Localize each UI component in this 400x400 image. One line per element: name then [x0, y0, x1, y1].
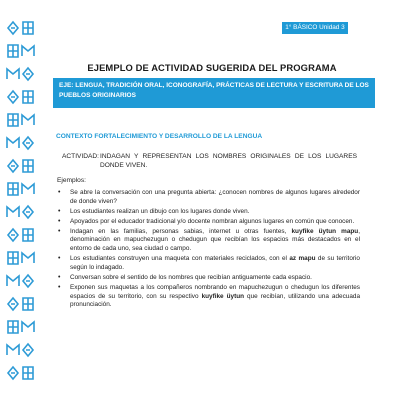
border-motif: [23, 298, 33, 310]
border-motif: [22, 184, 34, 194]
activity-text: INDAGAN Y REPRESENTAN LOS NOMBRES ORIGINALES DE LOS LUGARES DONDE VIVEN.: [100, 153, 357, 169]
border-motif: [23, 22, 33, 34]
list-item: • Exponen sus maquetas a los compañeros nombrando en mapuchezugun o chedugun los diferentes espacios de su territorio, con su respectivo kuyfike üytun que recibían, utilizando una adecuada pronunciación.: [58, 284, 360, 310]
border-motif: [23, 229, 33, 241]
border-motif: [7, 207, 19, 217]
section-heading: CONTEXTO FORTALECIMIENTO Y DESARROLLO DE LA LENGUA: [56, 133, 263, 140]
list-item: • Apoyados por el educador tradicional y/o docente nombran algunos lugares en común que conocen.: [58, 218, 360, 227]
border-motif: [8, 367, 18, 379]
border-motif: [23, 206, 33, 218]
border-motif: [8, 91, 18, 103]
axis-box: [53, 78, 375, 108]
decorative-border-pattern: [6, 18, 36, 390]
activity-block: [62, 153, 357, 170]
list-item: • Los estudiantes construyen una maqueta con materiales reciclados, con el az mapu de su territorio según lo indagado.: [58, 255, 360, 272]
grade-unit-badge: 1° BÁSICO Unidad 3: [282, 22, 348, 34]
border-motif: [23, 160, 33, 172]
examples-label: Ejemplos:: [57, 177, 86, 184]
mapuche-term: kuyfike üytun: [201, 292, 245, 300]
border-motif: [8, 252, 18, 264]
border-motif: [23, 68, 33, 80]
axis-text: EJE: LENGUA, TRADICIÓN ORAL, ICONOGRAFÍA, PRÁCTICAS DE LECTURA Y ESCRITURA DE LOS PUEBLOS ORIGINARIOS: [59, 82, 369, 99]
border-motif: [23, 91, 33, 103]
list-item: • Conversan sobre el sentido de los nombres que recibían antiguamente cada espacio.: [58, 274, 360, 283]
examples-list: [58, 189, 360, 311]
border-motif: [8, 114, 18, 126]
border-motif: [8, 22, 18, 34]
border-motif: [22, 253, 34, 263]
border-motif: [8, 229, 18, 241]
border-motif: [22, 115, 34, 125]
border-motif: [23, 344, 33, 356]
activity-label: ACTIVIDAD:: [62, 153, 100, 160]
border-motif: [23, 137, 33, 149]
border-motif: [7, 69, 19, 79]
list-item: • Indagan en las familias, personas sabias, internet u otras fuentes, kuyfike üytun mapu, denominación en mapuchezugun o chedugun que recibían los espacios más destacados en el entorno de cada uno, sea ciudad o campo.: [58, 228, 360, 254]
border-motif: [7, 276, 19, 286]
mapuche-term: kuyfike üytun mapu: [291, 227, 359, 235]
border-motif: [23, 367, 33, 379]
border-motif: [8, 183, 18, 195]
border-motif: [7, 138, 19, 148]
mapuche-term: az mapu: [289, 255, 316, 263]
list-item: • Los estudiantes realizan un dibujo con los lugares donde viven.: [58, 208, 360, 217]
border-motif: [7, 345, 19, 355]
border-motif: [8, 160, 18, 172]
page-title: EJEMPLO DE ACTIVIDAD SUGERIDA DEL PROGRAMA: [87, 62, 337, 73]
border-motif: [8, 45, 18, 57]
border-motif: [22, 322, 34, 332]
list-item: • Se abre la conversación con una pregunta abierta: ¿conocen nombres de algunos lugares alrededor de donde viven?: [58, 189, 360, 206]
border-motif: [23, 275, 33, 287]
border-motif: [8, 298, 18, 310]
border-motif: [22, 46, 34, 56]
border-motif: [8, 321, 18, 333]
